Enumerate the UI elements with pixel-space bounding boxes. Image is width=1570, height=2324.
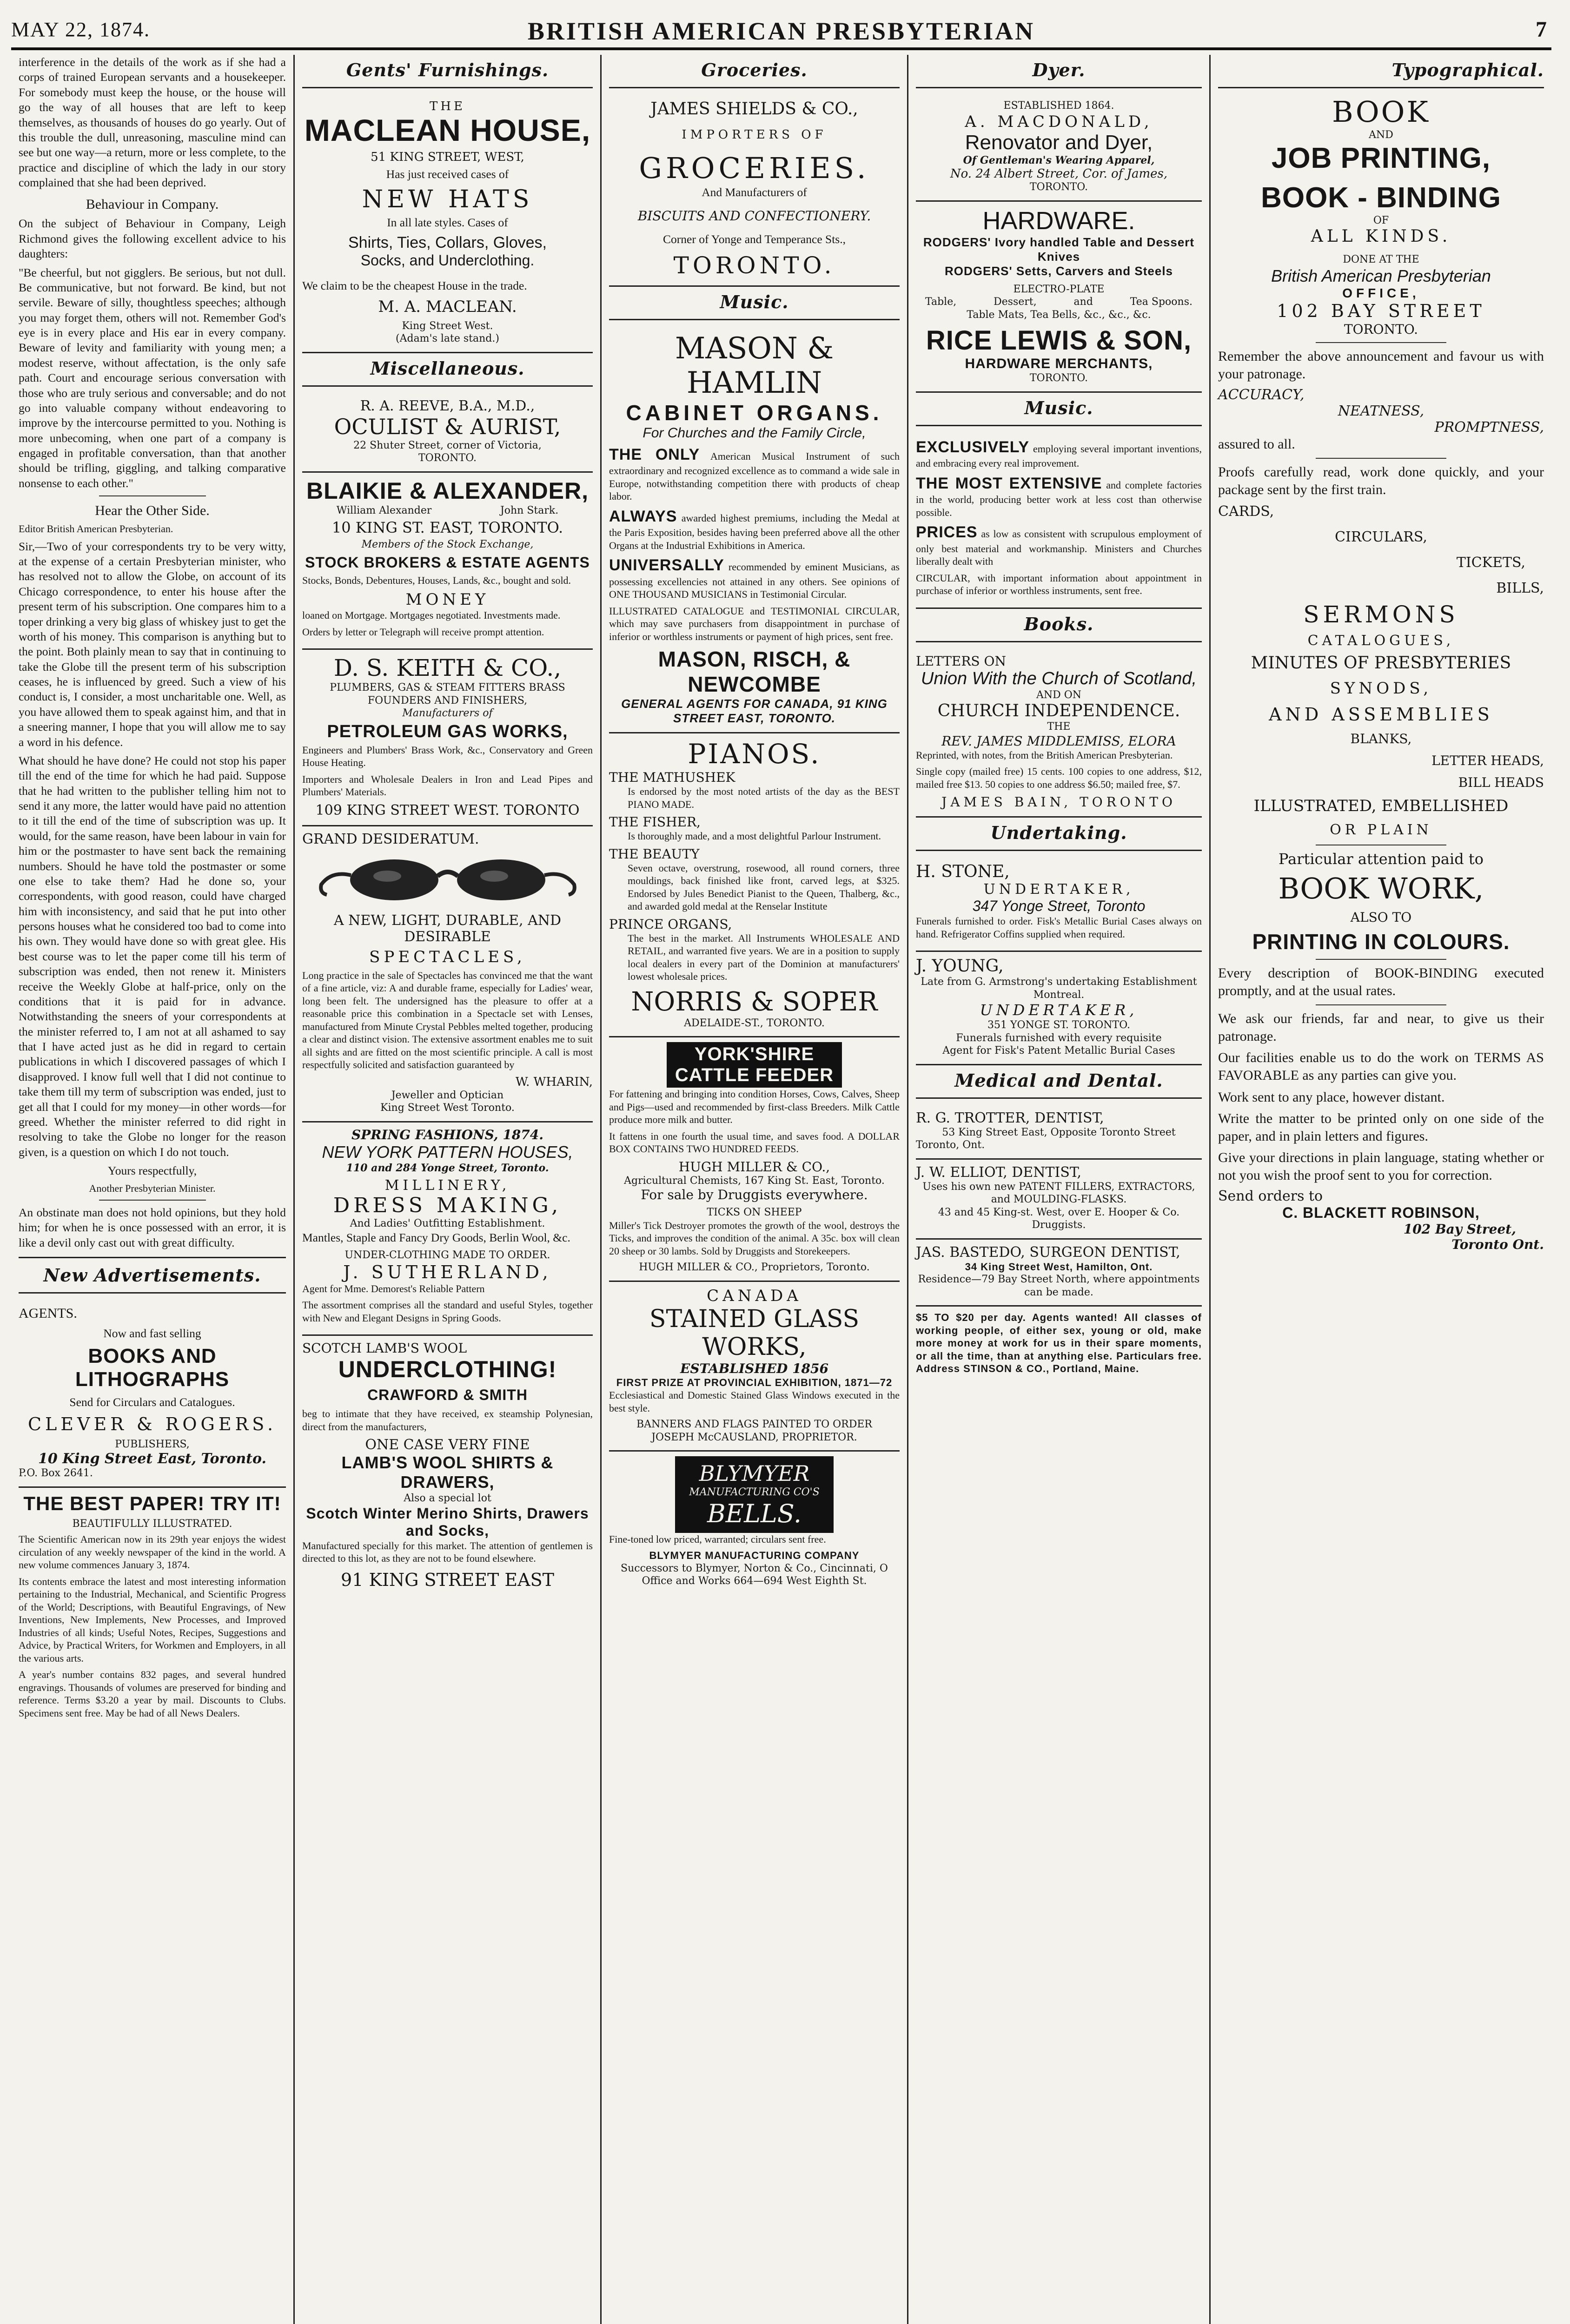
ad-address: 10 King Street East, Toronto. [38, 1451, 266, 1467]
article-paragraph: "Be cheerful, but not gigglers. Be serious, but not dull. Be communicative, but not forward. Be kind, but not servile. Beware of silly, thoughtless speeches; although you may forget them, others will not. Remember God's eye is in every place and His ear in every company. Beware of levity and familiarity with young men; a modest reserve, without affectation, is the only safe path. Court and encourage serious conversation with those who are truly serious and conversable; and do not go into valuable company without endeavoring to improve by the intercourse permitted to you. Nothing is more unbecoming, when one part of a company is engaged in profitable conversation, than that another should be trifling, giggling, and talking comparative nonsense to each other." [19, 265, 286, 490]
ad-text: PUBLISHERS, [115, 1438, 190, 1450]
ad-text: Successors to Blymyer, Norton & Co., Cincinnati, O [621, 1562, 888, 1574]
ad-middlemiss-letters [916, 649, 1202, 818]
ad-text: For sale by Druggists everywhere. [641, 1187, 868, 1203]
ad-rice-lewis [916, 202, 1202, 393]
ad-name: C. BLACKETT ROBINSON, [1282, 1204, 1480, 1221]
ad-headline: UNDERTAKER, [980, 1001, 1138, 1019]
divider [1218, 87, 1544, 88]
ad-text: Send for Circulars and Catalogues. [69, 1395, 235, 1409]
ad-text: ESTABLISHED 1856 [680, 1360, 829, 1376]
ad-headline: MACLEAN HOUSE, [304, 113, 591, 147]
ad-address: 109 KING STREET WEST. TORONTO [315, 802, 580, 819]
ad-trotter-dentist [916, 1105, 1202, 1160]
column-1 [11, 55, 295, 2324]
ad-text: P.O. Box 2641. [19, 1467, 93, 1479]
ad-maclean-house [302, 95, 593, 353]
ad-headline: PIANOS. [688, 738, 821, 770]
ad-text: FOUNDERS AND FINISHERS, [367, 694, 528, 706]
ad-text: BLANKS, [1350, 731, 1412, 746]
ad-text: BEAUTIFULLY ILLUSTRATED. [72, 1518, 232, 1530]
ad-text: Miller's Tick Destroyer promotes the growth of the wool, destroys the Ticks, and improves the condition of the animal. A 35c. box will clean 20 sheep or 30 lambs. Sold by Druggists and Storekeepers. [609, 1219, 900, 1257]
ad-address: 43 and 45 King-st. West, over E. Hooper & Co. Druggists. [938, 1206, 1180, 1231]
signoff: Yours respectfully, [107, 1164, 197, 1177]
ad-text: ACCURACY, [1218, 386, 1305, 403]
ad-text: TICKS ON SHEEP [707, 1207, 802, 1219]
ad-wharin-spectacles [302, 826, 593, 1122]
divider [916, 850, 1202, 851]
ad-headline: GROCERIES. [639, 151, 870, 185]
ad-text: BLYMYER MANUFACTURING COMPANY [649, 1550, 860, 1562]
ad-address: 102 Bay Street, [1403, 1221, 1516, 1237]
ad-text: Its contents embrace the latest and most interesting information pertaining to the Industrial, Mechanical, and Scientific Progress of the World; Descriptions, with Beautiful Engravings, of New Inventions, New Implements, New Processes, and Improved Industries of all kinds; Useful Notes, Recipes, Suggestions and Advice, by Practical Writers, for Workmen and Employers, in all the various arts. [19, 1575, 286, 1664]
ad-text: $5 TO $20 per day. Agents wanted! All classes of working people, of either sex, young or old, make more money at work for us in their spare moments, or all the time, than at anything else. Particulars free. Address STINSON & CO., Portland, Maine. [916, 1312, 1202, 1374]
ad-headline: UNDERCLOTHING! [338, 1356, 557, 1383]
spectacles-icon [318, 852, 578, 908]
ad-headline: BLAIKIE & ALEXANDER, [306, 477, 589, 504]
ad-address: 22 Shuter Street, corner of Victoria, [353, 439, 542, 451]
ad-text: BILLS, [1496, 580, 1544, 596]
ad-text: The assortment comprises all the standard and useful Styles, together with New and Elegant Designs in Spring Goods. [302, 1299, 593, 1324]
ad-text: Stocks, Bonds, Debentures, Houses, Lands, &c., bought and sold. [302, 574, 571, 586]
ad-text: Members of the Stock Exchange, [361, 539, 534, 551]
ad-text: Is endorsed by the most noted artists of the day as the BEST PIANO MADE. [628, 786, 900, 810]
section-heading: Music. [1024, 397, 1093, 418]
section-heading: Groceries. [701, 59, 808, 80]
ad-text: Of Gentleman's Wearing Apparel, [963, 154, 1155, 166]
column-5 [1211, 55, 1551, 2324]
ad-address: No. 24 Albert Street, Cor. of James, [950, 167, 1168, 181]
ad-hamlin-continued [916, 433, 1202, 609]
divider [1316, 1004, 1446, 1005]
ad-text: RODGERS' Setts, Carvers and Steels [944, 264, 1173, 278]
ad-text: THE MATHUSHEK [609, 770, 735, 786]
ad-text: Single copy (mailed free) 15 cents. 100 copies to one address, $12, mailed free $13. 50 copies to one address $6.50; mailed free, $7. [916, 766, 1202, 790]
ad-headline: Scotch Winter Merino Shirts, Drawers and Socks, [306, 1505, 589, 1539]
ad-name: H. STONE, [916, 862, 1010, 881]
divider [1316, 959, 1446, 960]
paper-title: BRITISH AMERICAN PRESBYTERIAN [527, 17, 1035, 45]
ad-stained-glass [609, 1282, 900, 1452]
ad-james-shields [609, 95, 900, 287]
ad-text: STOCK BROKERS & ESTATE AGENTS [305, 554, 590, 571]
ad-text: Every description of BOOK-BINDING executed promptly, and at the usual rates. [1218, 965, 1544, 999]
ad-text: THE FISHER, [609, 814, 701, 830]
ad-text: OR PLAIN [1330, 821, 1432, 838]
ad-text: BANNERS AND FLAGS PAINTED TO ORDER [636, 1419, 872, 1431]
ad-text: THE ONLY American Musical Instrument of such extraordinary and recognized excellence as to command a wide sale in Europe, notwithstanding competition there with products of cheap labor. [609, 445, 900, 502]
ad-text: CATALOGUES, [1307, 632, 1455, 649]
filler-paragraph: An obstinate man does not hold opinions, but they hold him; for when he is once possessed with an error, it is like a devil only cast out with great difficulty. [19, 1205, 286, 1249]
ad-name: J. SUTHERLAND, [343, 1261, 552, 1282]
ad-yorkshire-cattle-feeder [609, 1037, 900, 1282]
ad-headline: NEW HATS [362, 185, 533, 213]
ad-mason-hamlin [609, 327, 900, 734]
column-2 [295, 55, 602, 2324]
ad-blymyer-bells [609, 1452, 900, 1594]
ad-text: Proofs carefully read, work done quickly, and your package sent by the first train. [1218, 464, 1544, 497]
article-continuation: interference in the details of the work as if she had a corps of trained European servants and a housekeeper. For somebody must keep the house, or the house will go the way of all houses that are left to keep themselves, as thousands of houses do go yearly. Out of this trouble the dull, unreasoning, masculine mind can see but one way—a return, more or less complete, to the practice and discipline of which the lady in our story complained that she had been deprived. [19, 55, 286, 189]
ad-text: Seven octave, overstrung, rosewood, all round corners, three mouldings, back finished like front, carved legs, at $325. Endorsed by Jules Benedict Pianist to the Queen, Thalberg, &c., and awarded gold medal at the Renselar Institute [628, 862, 900, 912]
ad-text: ALL KINDS. [1311, 227, 1451, 246]
divider [916, 87, 1202, 88]
ad-text: We claim to be the cheapest House in the trade. [302, 279, 527, 293]
ad-name: JAMES SHIELDS & CO., [650, 99, 858, 119]
ad-text: ELECTRO-PLATE [1013, 283, 1105, 295]
article-heading: Behaviour in Company. [86, 197, 219, 212]
ad-text: UNIVERSALLY recommended by eminent Musicians, as possessing excellencies not attained in any others. See opinions of ONE THOUSAND MUSICIANS in Testimonial Circular. [609, 556, 900, 601]
ad-text: Table, Dessert, and Tea Spoons. [925, 296, 1192, 308]
ad-headline: NEW YORK PATTERN HOUSES, [322, 1142, 573, 1162]
columns [11, 55, 1551, 2324]
ad-text: THE [1047, 721, 1071, 733]
ad-headline: SERMONS [1303, 601, 1459, 628]
ad-text: Manufacturers of [402, 707, 493, 720]
divider [916, 641, 1202, 642]
ad-address: 34 King Street West, Hamilton, Ont. [965, 1261, 1153, 1273]
ad-headline: BOOKS AND LITHOGRAPHS [75, 1345, 230, 1391]
ad-name: A. MACDONALD, [965, 112, 1153, 131]
ad-macdonald-dyer [916, 95, 1202, 202]
ad-text: Late from G. Armstrong's undertaking Establishment Montreal. [921, 976, 1197, 1001]
ad-name: W. WHARIN, [515, 1075, 593, 1089]
divider [302, 385, 593, 387]
section-heading: Miscellaneous. [370, 357, 525, 379]
ad-text: SCOTCH LAMB'S WOOL [302, 1340, 467, 1356]
ad-text: CANADA [707, 1286, 802, 1305]
ad-name: J. W. ELLIOT, DENTIST, [916, 1164, 1082, 1181]
ad-text: British American Presbyterian [1271, 266, 1491, 285]
ad-text: For fattening and bringing into condition Horses, Cows, Calves, Sheep and Pigs—used and recommended by first-class Breeders. Milk Cattle produce more milk and butter. [609, 1088, 900, 1126]
ad-text: BILL HEADS [1458, 774, 1544, 790]
ad-text: Funerals furnished with every requisite [956, 1032, 1162, 1044]
ad-text: Is thoroughly made, and a most delightful Parlour Instrument. [628, 830, 881, 842]
ad-text: SPRING FASHIONS, 1874. [351, 1127, 543, 1142]
ad-text: LETTERS ON [916, 653, 1006, 669]
ad-text: Funerals furnished to order. Fisk's Metallic Burial Cases always on hand. Refrigerator Coffins supplied when required. [916, 915, 1202, 940]
section-heading: Medical and Dental. [954, 1070, 1163, 1091]
ad-text: BISCUITS AND CONFECTIONERY. [637, 208, 871, 224]
article-paragraph: On the subject of Behaviour in Company, Leigh Richmond gives the following excellent advice to his daughters: [19, 217, 286, 261]
ad-text: PLUMBERS, GAS & STEAM FITTERS BRASS [330, 682, 565, 694]
ad-text: PROMPTNESS, [1434, 419, 1544, 436]
ad-text: We ask our friends, far and near, to give us their patronage. [1218, 1011, 1544, 1044]
divider [19, 1292, 286, 1294]
ad-text: HARDWARE MERCHANTS, [965, 356, 1153, 371]
ad-headline: THE BEST PAPER! TRY IT! [23, 1492, 281, 1514]
ad-headline: Renovator and Dyer, [965, 131, 1153, 154]
ad-text: AGENTS. [19, 1306, 77, 1321]
ad-text: Table Mats, Tea Bells, &c., &c., &c. [967, 309, 1151, 321]
ad-text: Agent for Fisk's Patent Metallic Burial Cases [942, 1045, 1175, 1056]
ad-text: And Manufacturers of [702, 185, 807, 199]
ad-text: TORONTO. [1030, 181, 1088, 193]
ad-headline: CABINET ORGANS. [626, 400, 883, 425]
ad-text: The best in the market. All Instruments WHOLESALE AND RETAIL, and warranted five years. We are in a position to supply local dealers in every part of the Dominion at manufacturers' lowest wholesale prices. [628, 932, 900, 983]
ad-address: 53 King Street East, Opposite Toronto Street [942, 1126, 1176, 1138]
ad-headline: MASON, RISCH, & NEWCOMBE [658, 647, 851, 697]
ad-scientific-american [19, 1488, 286, 1730]
ad-address: 351 YONGE ST. TORONTO. [987, 1019, 1130, 1031]
ad-text: Agricultural Chemists, 167 King St. East, Toronto. [624, 1175, 885, 1187]
divider [99, 1200, 206, 1201]
ad-crawford-smith [302, 1336, 593, 1597]
ad-text: THE MOST EXTENSIVE and complete factories in the world, producing better work at less cost than otherwise possible. [916, 474, 1202, 518]
ad-text: FIRST PRIZE AT PROVINCIAL EXHIBITION, 1871—72 [616, 1376, 893, 1388]
ad-address: Corner of Yonge and Temperance Sts., [663, 232, 846, 246]
ad-text: King Street West Toronto. [380, 1102, 515, 1114]
ad-bastedo-dentist [916, 1240, 1202, 1307]
ad-text: Also a special lot [404, 1492, 491, 1505]
ad-headline: LAMB'S WOOL SHIRTS & DRAWERS, [341, 1453, 554, 1492]
article-heading: Hear the Other Side. [95, 503, 210, 519]
ad-text: THE [430, 99, 465, 113]
ad-text: Ecclesiastical and Domestic Stained Glass Windows executed in the best style. [609, 1389, 900, 1414]
section-heading: New Advertisements. [43, 1265, 261, 1286]
section-heading: Books. [1024, 613, 1094, 634]
ad-headline: BOOK - BINDING [1261, 181, 1501, 214]
ad-headline: SPECTACLES, [369, 947, 526, 966]
ad-text: AND ON [1036, 689, 1082, 701]
ad-text: TORONTO. [418, 452, 477, 464]
ad-text: EXCLUSIVELY employing several important inventions, and embracing every real improvement. [916, 438, 1202, 469]
ad-text: Orders by letter or Telegraph will receive prompt attention. [302, 626, 544, 638]
ad-headline: BOOK WORK, [1278, 871, 1484, 905]
section-heading: Music. [720, 291, 789, 312]
ad-text: A year's number contains 832 pages, and several hundred engravings. Thousands of volumes are preserved for binding and reference. Terms $3.20 a year by mail. Discounts to Clubs. Specimens sent free. May be had of all News Dealers. [19, 1669, 286, 1719]
section-heading: Dyer. [1032, 59, 1086, 80]
ad-text: Shirts, Ties, Collars, Gloves, [348, 234, 547, 252]
ad-text: Socks, and Underclothing. [360, 252, 535, 269]
ad-name: CLEVER & ROGERS. [27, 1413, 277, 1434]
ad-text: UNDER-CLOTHING MADE TO ORDER. [344, 1249, 550, 1261]
ad-address: 347 Yonge Street, Toronto [972, 898, 1146, 914]
issue-date: MAY 22, 1874. [11, 18, 151, 41]
ad-headline: PRINTING IN COLOURS. [1252, 929, 1510, 954]
ad-address: Office and Works 664—694 West Eighth St. [642, 1575, 867, 1587]
ad-clever-rogers [19, 1300, 286, 1488]
ad-text: In all late styles. Cases of [387, 215, 508, 229]
ad-headline: RICE LEWIS & SON, [926, 325, 1192, 356]
ad-text: HUGH MILLER & CO., Proprietors, Toronto. [639, 1261, 870, 1274]
ad-text: loaned on Mortgage. Mortgages negotiated. Investments made. [302, 609, 561, 621]
ad-text: TORONTO. [1030, 372, 1088, 384]
divider [99, 495, 206, 496]
ad-headline: Union With the Church of Scotland, [921, 668, 1197, 688]
ad-headline: JOB PRINTING, [1271, 142, 1491, 174]
ad-name: M. A. MACLEAN. [378, 297, 517, 316]
ad-headline: UNDERTAKER, [983, 881, 1134, 898]
ad-text: AND ASSEMBLIES [1269, 704, 1493, 725]
ad-text: The Scientific American now in its 29th year enjoys the widest circulation of any weekly newspaper of the kind in the world. A new volume commences January 3, 1874. [19, 1533, 286, 1571]
letter-paragraph: Sir,—Two of your correspondents try to be very witty, at the expense of a certain Presbyterian minister, who has resolved not to allow the Globe, on account of its Chicago correspondence, to enter his house after the present term of his subscription. One compares him to a toper drinking a very big glass of whiskey just to get the worth of his money. This comparison is anything but to the point. Both plainly mean to say that in continuing to take the Globe till the present term of his subscription ceases, he is influenced by greed. Such a view of his conduct is, I consider, a most uncharitable one. Well, as you have allowed them to speak against him, and that in a sneering manner, I hope that you will allow me to say a word in his defence. [19, 539, 286, 749]
ad-headline: D. S. KEITH & CO., [333, 654, 562, 682]
ad-text: OF [1373, 214, 1389, 226]
ad-text: Has just received cases of [386, 167, 509, 181]
column-3 [602, 55, 908, 2324]
ad-young-undertaker [916, 952, 1202, 1065]
ad-headline: DRESS MAKING, [333, 1194, 562, 1218]
ad-text: For Churches and the Family Circle, [643, 425, 866, 441]
ad-text: Give your directions in plain language, stating whether or not you wish the proof sent to you for correction. [1218, 1149, 1544, 1183]
ad-address: 110 and 284 Yonge Street, Toronto. [346, 1162, 549, 1174]
divider [1316, 342, 1446, 343]
ad-text: King Street West. [402, 320, 493, 332]
ad-name: HUGH MILLER & CO., [678, 1159, 830, 1175]
ad-text: Mantles, Staple and Fancy Dry Goods, Berlin Wool, &c. [302, 1230, 570, 1244]
ad-text: OFFICE, [1342, 285, 1420, 300]
ad-text: TORONTO. [1344, 321, 1418, 337]
section-heading: Typographical. [1391, 59, 1544, 80]
ad-banner: BLYMYER MANUFACTURING CO'S BELLS. [675, 1456, 834, 1533]
letter-paragraph: What should he have done? He could not stop his paper till the end of the time for which he had paid. Suppose that he had written to the publisher telling him not to send it any more, the latter would have paid no attention to it till the end of the time of subscription was up. It would, for the same reason, have been labour in vain for him or the postmaster to have sent back the remaining numbers. Should he have told the postmaster or some one else to take them? Had he done so, your correspondents, with good reason, could have charged him with inconsistency, and said that he put into other persons houses what he considered too bad to come into his own. They would have done so with great glee. His best course was to let the paper come till his term of subscription was ended, then not renew it. Ministers receive the Weekly Globe at half-price, only on the conditions that it is paid for in advance. Notwithstanding the sneers of your correspondents at the minister referred to, I am not at all ashamed to say that I have acted just as he did in regard to certain publications in which I discovered passages of which I disapproved. I know full well that I did not continue to take them till my term of subscription was ended, just to get all that I could for my money—in other words—for greed. Whether the minister referred to did right in resolving to take the Globe no longer for the reason given, is a question on which I do not touch. [19, 753, 286, 1159]
ad-text: Remember the above announcement and favour us with your patronage. [1218, 348, 1544, 382]
ad-text: Send orders to [1218, 1188, 1323, 1204]
signer: Another Presbyterian Minister. [89, 1182, 216, 1195]
ad-text: Long practice in the sale of Spectacles has convinced me that the want of a fine article, viz: A and durable frame, especially for Ladies' wear, long been felt. The undersigned has the pleasure to offer at a reasonable price this combination in a Spectacle set with Lenses, manufactured from Minute Crystal Pebbles melted together, producing a clear and distinct vision. The extensive assortment enables me to suit all sights and are fitted on the most scientific principle. A call is most respectfully solicited and satisfaction guaranteed by [302, 969, 593, 1071]
ad-pianos [609, 733, 900, 1037]
ad-text: RODGERS' Ivory handled Table and Dessert Knives [923, 235, 1195, 264]
ad-text: Importers and Wholesale Dealers in Iron and Lead Pipes and Plumbers' Materials. [302, 773, 593, 798]
ad-text: A NEW, LIGHT, DURABLE, AND DESIRABLE [333, 912, 562, 945]
ad-address: 10 KING ST. EAST, TORONTO. [331, 519, 563, 537]
ad-text: CIRCULAR, with important information about appointment in purchase of inferior or worthless instruments, sent free. [916, 572, 1202, 596]
ad-address: 102 BAY STREET [1277, 300, 1485, 321]
ad-text: Uses his own new PATENT FILLERS, EXTRACTORS, and MOULDING-FLASKS. [922, 1181, 1195, 1205]
ad-text: DONE AT THE [1343, 254, 1419, 265]
ad-text: MINUTES OF PRESBYTERIES [1251, 653, 1511, 673]
editor-line: Editor British American Presbyterian. [19, 523, 173, 535]
ad-name: J. YOUNG, [916, 957, 1004, 976]
ad-elliot-dentist [916, 1160, 1202, 1240]
divider [916, 1097, 1202, 1099]
ad-headline: OCULIST & AURIST, [334, 414, 561, 439]
ad-text: It fattens in one fourth the usual time, and saves food. A DOLLAR BOX CONTAINS TWO HUNDRED FEEDS. [609, 1130, 900, 1155]
ad-headline: MASON & HAMLIN [675, 331, 834, 400]
ad-text: ILLUSTRATED, EMBELLISHED [1253, 796, 1509, 815]
ad-name: R. G. TROTTER, DENTIST, [916, 1109, 1104, 1126]
ad-agents-wanted [916, 1307, 1202, 1386]
ad-text: CARDS, [1218, 503, 1274, 520]
divider [19, 1257, 286, 1258]
ad-text: Fine-toned low priced, warranted; circulars sent free. [609, 1533, 826, 1545]
ad-text: Manufactured specially for this market. The attention of gentlemen is directed to this lot, as they are not to be found elsewhere. [302, 1539, 593, 1565]
ad-banner: YORK'SHIRE CATTLE FEEDER [667, 1042, 842, 1088]
ad-new-york-pattern [302, 1122, 593, 1336]
ad-address: 51 KING STREET, WEST, [371, 150, 524, 164]
ad-text: Write the matter to be printed only on one side of the paper, and in plain letters and figures. [1218, 1110, 1544, 1144]
divider [609, 87, 900, 88]
ad-text: TICKETS, [1456, 554, 1525, 571]
section-heading: Undertaking. [990, 822, 1127, 843]
ad-address: ADELAIDE-ST., TORONTO. [684, 1017, 825, 1029]
ad-text: Reprinted, with notes, from the British American Presbyterian. [916, 749, 1173, 761]
ad-text: SYNODS, [1330, 679, 1432, 698]
ad-blaikie [302, 473, 593, 650]
ad-text: Residence—79 Bay Street North, where appointments can be made. [918, 1274, 1200, 1298]
ad-text: ILLUSTRATED CATALOGUE and TESTIMONIAL CIRCULAR, which may save purchasers from disappointment in purchase of inferior or worthless instruments or payment of high prices, sent free. [609, 605, 900, 642]
ad-name: JAS. BASTEDO, SURGEON DENTIST, [916, 1244, 1180, 1261]
ad-text: LETTER HEADS, [1431, 753, 1544, 768]
ad-headline: CHURCH INDEPENDENCE. [937, 701, 1180, 720]
ad-text: ALSO TO [1350, 909, 1412, 925]
divider [1316, 458, 1446, 459]
divider [916, 425, 1202, 426]
ad-text: And Ladies' Outfitting Establishment. [350, 1218, 545, 1230]
ad-address: 91 KING STREET EAST [341, 1569, 554, 1590]
ad-text: GENERAL AGENTS FOR CANADA, 91 KING STREET EAST, TORONTO. [621, 697, 888, 726]
ad-text: AND [1369, 129, 1393, 141]
ad-text: assured to all. [1218, 436, 1295, 452]
ad-partners: William Alexander John Stark. [336, 504, 559, 516]
ad-headline: NORRIS & SOPER [631, 986, 878, 1017]
ad-text: (Adam's late stand.) [396, 333, 499, 345]
divider [609, 319, 900, 320]
ad-text: MONEY [405, 590, 490, 609]
ad-text: Jeweller and Optician [391, 1089, 504, 1101]
ad-text: NEATNESS, [1338, 403, 1424, 419]
column-4 [908, 55, 1211, 2324]
ad-text: Agent for Mme. Demorest's Reliable Pattern [302, 1282, 485, 1294]
ad-text: Toronto, Ont. [916, 1139, 985, 1151]
ad-text: JOSEPH McCAUSLAND, PROPRIETOR. [651, 1431, 857, 1443]
masthead [11, 14, 1551, 50]
ad-text: PRICES as low as consistent with scrupulous employment of only best material and workmanship. Ministers and Churches liberally dealt with [916, 523, 1202, 567]
ad-name: CRAWFORD & SMITH [367, 1386, 528, 1404]
ad-headline: GRAND DESIDERATUM. [302, 831, 479, 847]
ad-headline: STAINED GLASS WORKS, [649, 1305, 860, 1361]
ad-text: beg to intimate that they have received, ex steamship Polynesian, direct from the manufacturers, [302, 1408, 593, 1433]
ad-text: Our facilities enable us to do the work on TERMS AS FAVORABLE as any parties can give you. [1218, 1050, 1544, 1083]
ad-text: Work sent to any place, however distant. [1218, 1089, 1445, 1105]
ad-name: R. A. REEVE, B.A., M.D., [360, 397, 535, 414]
divider [302, 87, 593, 88]
ad-stone-undertaker [916, 858, 1202, 952]
ad-headline: PETROLEUM GAS WORKS, [327, 721, 568, 741]
ad-headline: HARDWARE. [982, 206, 1135, 235]
ad-text: CIRCULARS, [1335, 528, 1427, 545]
ad-text: Toronto Ont. [1451, 1237, 1544, 1252]
ad-text: PRINCE ORGANS, [609, 916, 732, 932]
ad-text: ESTABLISHED 1864. [1003, 100, 1114, 112]
ad-headline: BOOK [1332, 95, 1430, 129]
ad-text: ONE CASE VERY FINE [365, 1437, 530, 1453]
ad-text: TORONTO. [673, 251, 835, 279]
ad-name: JAMES BAIN, TORONTO [941, 794, 1176, 810]
ad-printing-office [1218, 95, 1544, 1252]
page-number: 7 [1536, 17, 1547, 42]
ad-text: IMPORTERS OF [682, 128, 827, 142]
section-heading: Gents' Furnishings. [346, 59, 549, 80]
ad-text: THE BEAUTY [609, 846, 700, 862]
ad-text: Particular attention paid to [1279, 850, 1484, 868]
ad-reeve [302, 393, 593, 473]
ad-keith [302, 650, 593, 826]
ad-text: Engineers and Plumbers' Brass Work, &c., Conservatory and Green House Heating. [302, 744, 593, 769]
ad-text: Now and fast selling [103, 1327, 201, 1340]
ad-text: MILLINERY, [384, 1177, 510, 1194]
ad-text: ALWAYS awarded highest premiums, including the Medal at the Paris Exposition, besides having been preferred above all the other Organs at the Industrial Exhibitions in America. [609, 507, 900, 551]
ad-name: REV. JAMES MIDDLEMISS, ELORA [941, 733, 1176, 749]
